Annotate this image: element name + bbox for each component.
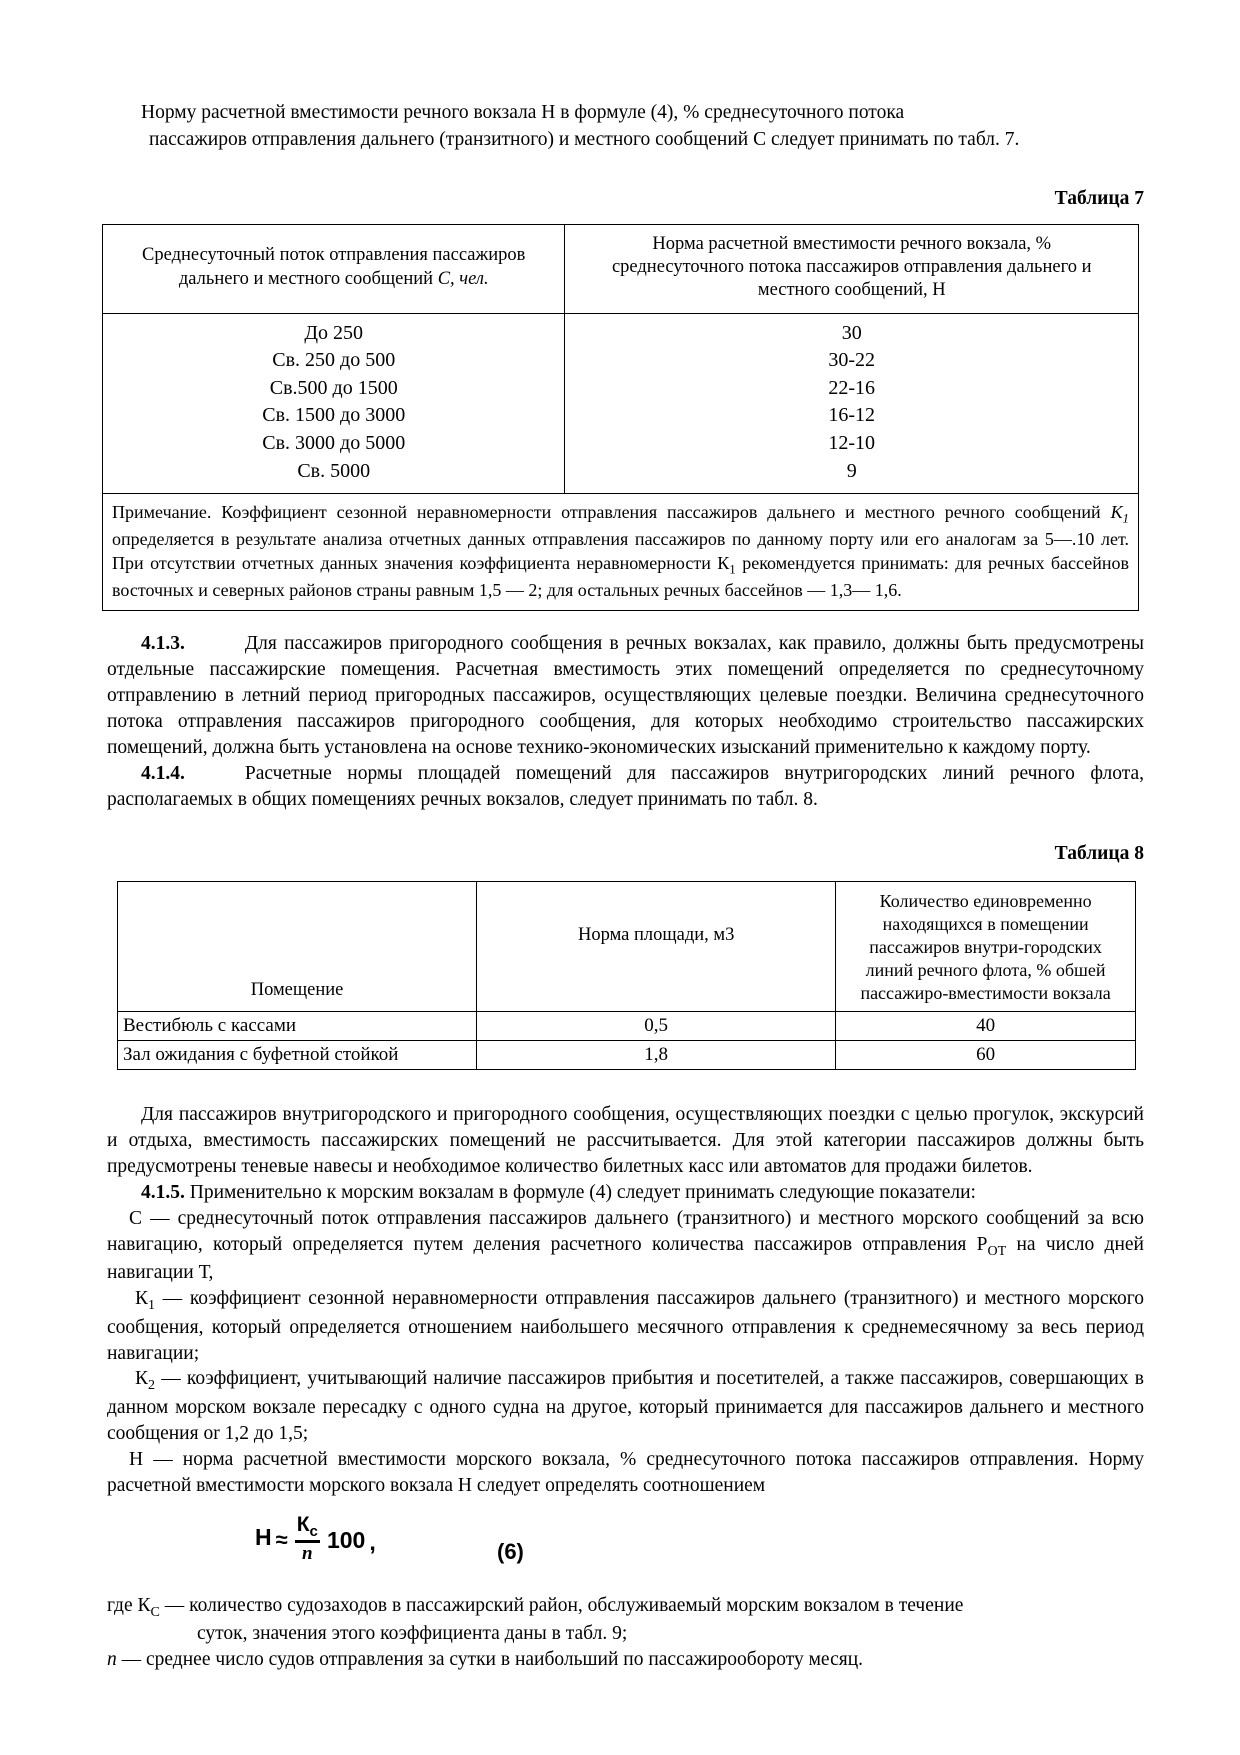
formula-numerator-symbol: К [296,1512,310,1536]
table7-header-col1-line2 [111,268,556,291]
table7-header-col2-line2: среднесуточного потока пассажиров отправления дальнего и [611,257,1092,278]
table8-row-0-qty: 40 [836,1011,1136,1040]
table7-row-3-flow: Св. 1500 до 3000 [262,404,406,427]
where-label: где К [107,1594,151,1616]
table8-row-0-area: 0,5 [477,1011,836,1040]
formula-lhs: Н [255,1523,272,1550]
table-8 [117,881,1136,1070]
section-4-1-3-text: Для пассажиров пригородного сообщения в речных вокзалах, как правило, должны быть предусмотрены отдельные пассажирские помещения. Расчетная вместимость этих помещений определяется по среднесуточному отправлению в летний период пригородных пассажиров, осуществляющих целевые поездки. Величина среднесуточного потока отправления пассажиров пригородного сообщения, для которых необходимо строительство пассажирских помещений, должна быть установлена на основе технико-экономических изысканий применительно к каждому порту. [107,633,1144,759]
table7-note-k1-sub: 1 [1122,510,1129,526]
table-7 [102,224,1139,612]
where-text-2: суток, значения этого коэффициента даны в табл. 9; [197,1623,628,1645]
symbol-K1: К [135,1288,149,1310]
formula-numerator-subscript: с [309,1522,318,1540]
formula-equals: ≈ [275,1527,288,1553]
section-4-1-5-item-C [107,1206,1144,1286]
table8-header-col3-line4: линий речного флота, % обшей [865,959,1106,980]
table7-row-0-norm: 30 [841,321,862,344]
table8-header-col1: Помещение [118,881,477,1011]
formula-6-number: (6) [497,1538,524,1564]
table7-note [103,494,1139,611]
intro-paragraph [141,100,1144,154]
formula-denominator: n [302,1542,313,1564]
where-text-3: — среднее число судов отправления за сутки в наибольший по пассажирообороту месяц. [116,1649,864,1671]
section-4-1-5-number: 4.1.5. [141,1181,185,1203]
table-row [118,1011,1136,1040]
table8-header-row [118,881,1136,1011]
table7-note-text-3: рекомендуется принимать: для речных бассейнов восточных и северных районов страны равным 1,5 — 2; для остальных речных бассейнов — 1,3— 1,6. [112,553,1129,601]
table7-note-row [103,494,1139,611]
section-4-1-4-text: Расчетные нормы площадей помещений для пассажиров внутригородских линий речного флота, располагаемых в общих помещениях речных вокзалов, следует принимать по табл. 8. [107,762,1144,810]
formula-numerator [295,1514,320,1540]
section-4-1-5-item-K2-text: — коэффициент, учитывающий наличие пассажиров прибытия и посетителей, а также пассажиров, совершающих в данном морском вокзале пересадку с одного судна на другое, который принимается для пассажиров дальнего и местного сообщения or 1,2 до 1,5; [107,1368,1144,1444]
table7-row-4-flow: Св. 3000 до 5000 [262,432,406,455]
table8-header-col3-line3: пассажиров внутри-городских [869,936,1102,957]
formula-factor: 100 [326,1526,366,1553]
symbol-P-sub: ОТ [987,1242,1007,1259]
formula-comma: , [369,1528,376,1555]
intro-line-2: пассажиров отправления дальнего (транзитного) и местного сообщений С следует принимать по табл. 7. [149,128,1020,150]
table7-row-2-flow: Св.500 до 1500 [269,376,398,399]
section-4-1-3-number: 4.1.3. [141,633,185,655]
table7-note-text-2: определяется в результате анализа отчетных данных отправления пассажиров по данному порту или его аналогам за 5—.10 лет. При отсутствии отчетных данных значения коэффициента неравномерности К [112,529,1129,574]
table8-header-col3 [836,881,1136,1011]
table8-row-1-area: 1,8 [477,1040,836,1069]
section-4-1-5-lead: Применительно к морским вокзалам в формуле (4) следует принимать следующие показатели: [184,1181,976,1203]
table7-row-2-norm: 22-16 [828,376,876,399]
table8-header-col3-line5: пассажиро-вместимости вокзала [860,982,1111,1003]
table-row [118,1040,1136,1069]
table7-note-k2-sub: 1 [729,561,736,577]
table8-header-col2: Норма площади, м3 [477,881,836,1011]
section-4-1-5 [107,1180,1144,1206]
table7-row-5-flow: Св. 5000 [297,459,371,482]
table8-caption: Таблица 8 [1054,842,1144,864]
where-clause-line-1 [107,1593,1144,1647]
table7-header-col2 [565,224,1139,313]
table7-header-col1 [103,224,565,313]
symbol-K1-sub: 1 [148,1296,156,1313]
section-4-1-5-item-C-text: — среднесуточный поток отправления пассажиров дальнего (транзитного) и местного морского сообщений за всю навигацию, который определяется путем деления расчетного количества пассажиров отправления Р [107,1207,1144,1255]
table7-header-col2-line1: Норма расчетной вместимости речного вокзала, % [652,233,1052,254]
table7-note-label: Примечание. [112,502,212,523]
formula-6 [255,1513,376,1562]
table8-header-col3-line2: находящихся в помещении [882,913,1089,934]
table7-header-col1-line2b: С, чел. [437,268,489,289]
table7-note-k1: К [1110,502,1123,523]
table7-row-0-flow: До 250 [304,321,364,344]
symbol-n: n [107,1649,117,1671]
paragraph-after-table-8: Для пассажиров внутригородского и пригородного сообщения, осуществляющих поездки с целью прогулок, экскурсий и отдыха, вместимость пассажирских помещений не рассчитывается. Для этой категории пассажиров должны быть предусмотрены теневые навесы и необходимое количество билетных касс или автоматов для продажи билетов. [107,1103,1144,1177]
table8-row-1-qty: 60 [836,1040,1136,1069]
intro-line-1: Норму расчетной вместимости речного вокзала Н в формуле (4), % среднесуточного потока [141,102,905,123]
symbol-K2: К [135,1368,149,1390]
table7-row-1-flow: Св. 250 до 500 [272,349,396,372]
table7-row-1-norm: 30-22 [828,349,876,372]
table7-header-row [103,224,1139,313]
section-4-1-5-item-K1-text: — коэффициент сезонной неравномерности отправления пассажиров дальнего (транзитного) и местного морского сообщения, который определяется отношением наибольшего месячного отправления к среднемесячному за весь период навигации; [107,1288,1144,1364]
table7-body-row [103,313,1139,494]
table7-header-col1-line1: Среднесуточный поток отправления пассажиров [142,245,526,266]
table7-caption: Таблица 7 [1054,187,1144,209]
table7-header-col2-line3: местного сообщений, Н [757,280,946,301]
formula-6-row [107,1511,1144,1585]
symbol-H: Н [129,1448,144,1470]
where-text-1: — количество судозаходов в пассажирский район, обслуживаемый морским вокзалом в течение [159,1594,964,1616]
table7-header-col1-line2a: дальнего и местного сообщений [178,268,438,289]
section-4-1-4 [107,761,1144,813]
table7-note-text-1: Коэффициент сезонной неравномерности отправления пассажиров дальнего и местного речного сообщений [211,502,1111,523]
section-4-1-4-number: 4.1.4. [141,762,185,784]
symbol-C: С [129,1207,143,1229]
section-4-1-5-item-H-text: — норма расчетной вместимости морского вокзала, % среднесуточного потока пассажиров отправления. Норму расчетной вместимости морского вокзала Н следует определять соотношением [107,1448,1144,1496]
table7-row-3-norm: 16-12 [828,404,876,427]
table7-row-4-norm: 12-10 [828,432,876,455]
section-4-1-5-item-K2 [107,1366,1144,1446]
where-clause-line-3 [107,1647,1144,1673]
formula-fraction [295,1514,320,1563]
table8-header-col3-line1: Количество единовременно [879,890,1092,911]
table-8-wrapper [107,881,1144,1070]
table7-row-5-norm: 9 [846,459,857,482]
symbol-K2-sub: 2 [148,1377,156,1394]
section-4-1-5-item-H [107,1447,1144,1499]
section-4-1-3 [107,631,1144,761]
table8-row-1-room: Зал ожидания с буфетной стойкой [118,1040,477,1069]
table7-norm-column [565,313,1139,494]
table7-flow-column [103,313,565,494]
where-Kc-sub: С [150,1603,160,1620]
section-4-1-5-item-C-tail: на число дней навигации Т, [107,1233,1144,1284]
table8-row-0-room: Вестибюль с кассами [118,1011,477,1040]
section-4-1-5-item-K1 [107,1286,1144,1366]
